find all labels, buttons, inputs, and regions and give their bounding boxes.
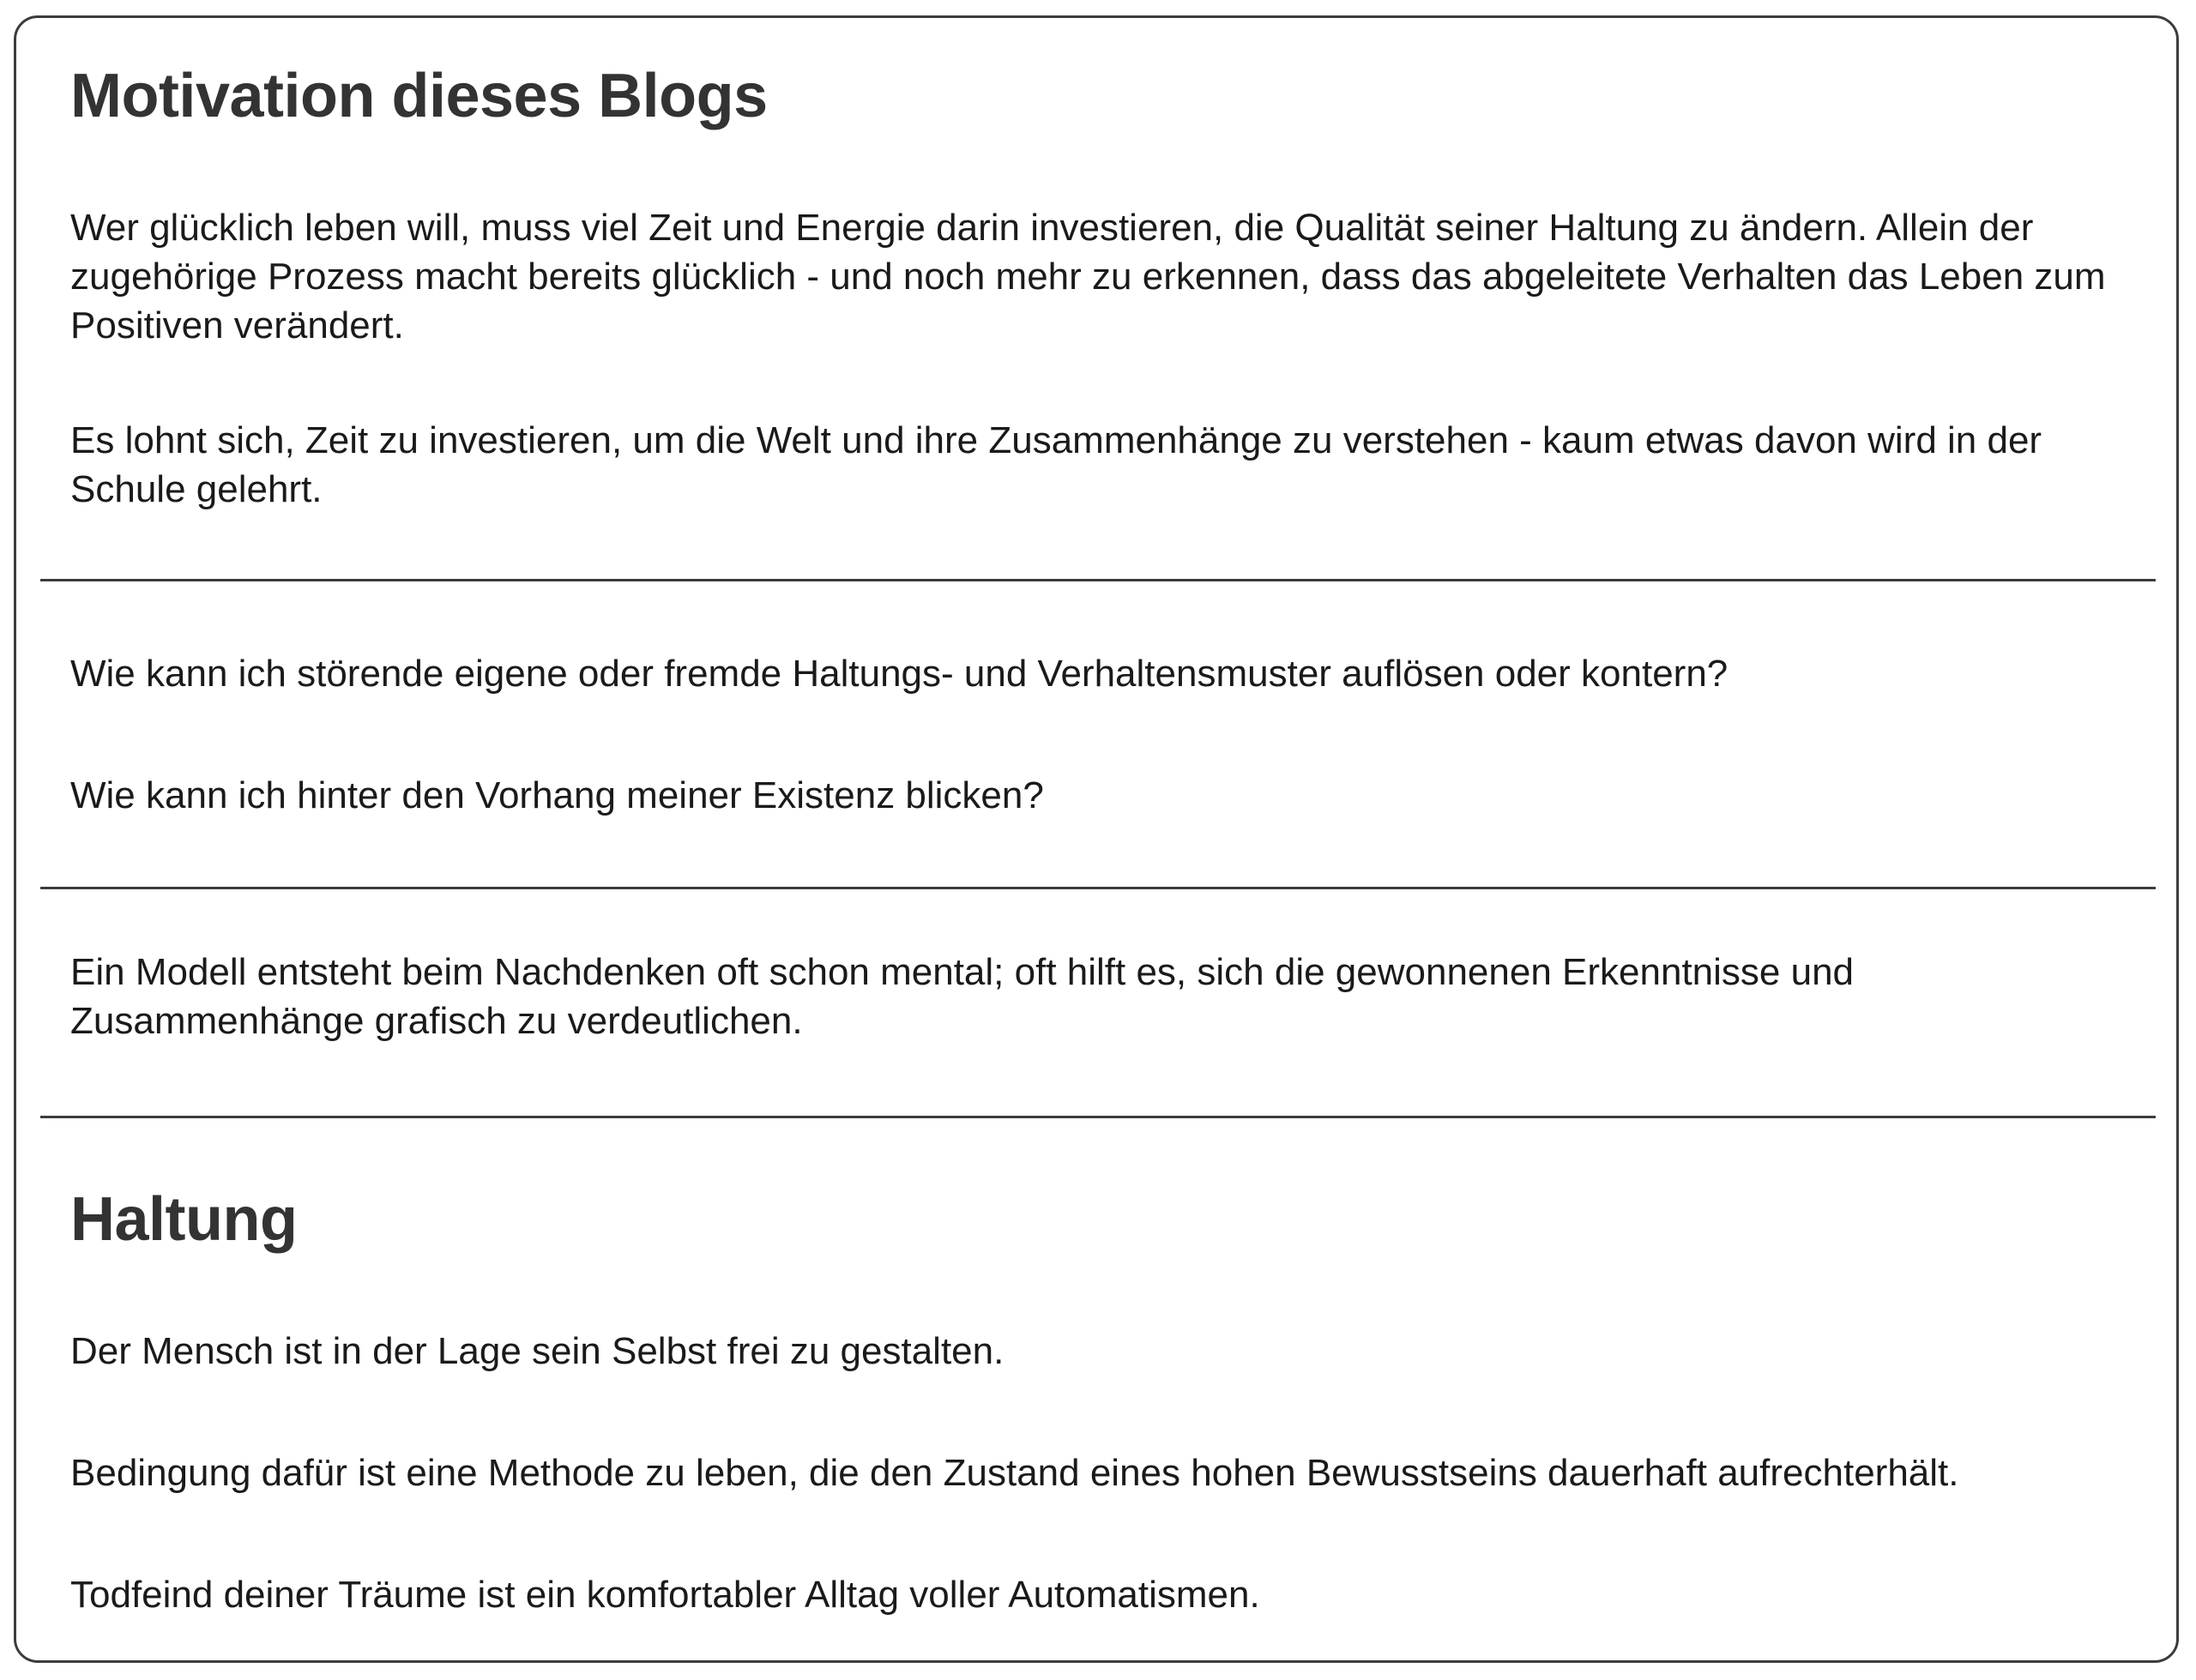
section-divider-3 [40, 1116, 2156, 1118]
haltung-paragraph-1: Der Mensch ist in der Lage sein Selbst frei zu gestalten. [70, 1330, 1004, 1372]
question-paragraph-2: Wie kann ich hinter den Vorhang meiner Existenz blicken? [70, 774, 1044, 816]
motivation-paragraph-2: Es lohnt sich, Zeit zu investieren, um die Welt und ihre Zusammenhänge zu verstehen - kaum etwas davon wird in der Schule gelehrt. [70, 419, 2042, 510]
haltung-heading: Haltung [70, 1185, 298, 1254]
motivation-paragraph-1: Wer glücklich leben will, muss viel Zeit und Energie darin investieren, die Qualität seiner Haltung zu ändern. Allein der zugehörige Prozess macht bereits glücklich - und noch mehr zu erkennen, dass das abgeleitete Verhalten das Leben zum Positiven verändert. [70, 207, 2106, 346]
content-card [14, 15, 2179, 1663]
model-paragraph: Ein Modell entsteht beim Nachdenken oft schon mental; oft hilft es, sich die gewonnenen Erkenntnisse und Zusammenhänge grafisch zu verdeutlichen. [70, 951, 1855, 1042]
haltung-paragraph-2: Bedingung dafür ist eine Methode zu leben, die den Zustand eines hohen Bewusstseins dauerhaft aufrechterhält. [70, 1452, 1959, 1494]
question-paragraph-1: Wie kann ich störende eigene oder fremde Haltungs- und Verhaltensmuster auflösen oder kontern? [70, 653, 1728, 695]
haltung-paragraph-3: Todfeind deiner Träume ist ein komfortabler Alltag voller Automatismen. [70, 1574, 1260, 1616]
section-divider-2 [40, 887, 2156, 889]
motivation-heading: Motivation dieses Blogs [70, 62, 768, 130]
section-divider-1 [40, 579, 2156, 581]
